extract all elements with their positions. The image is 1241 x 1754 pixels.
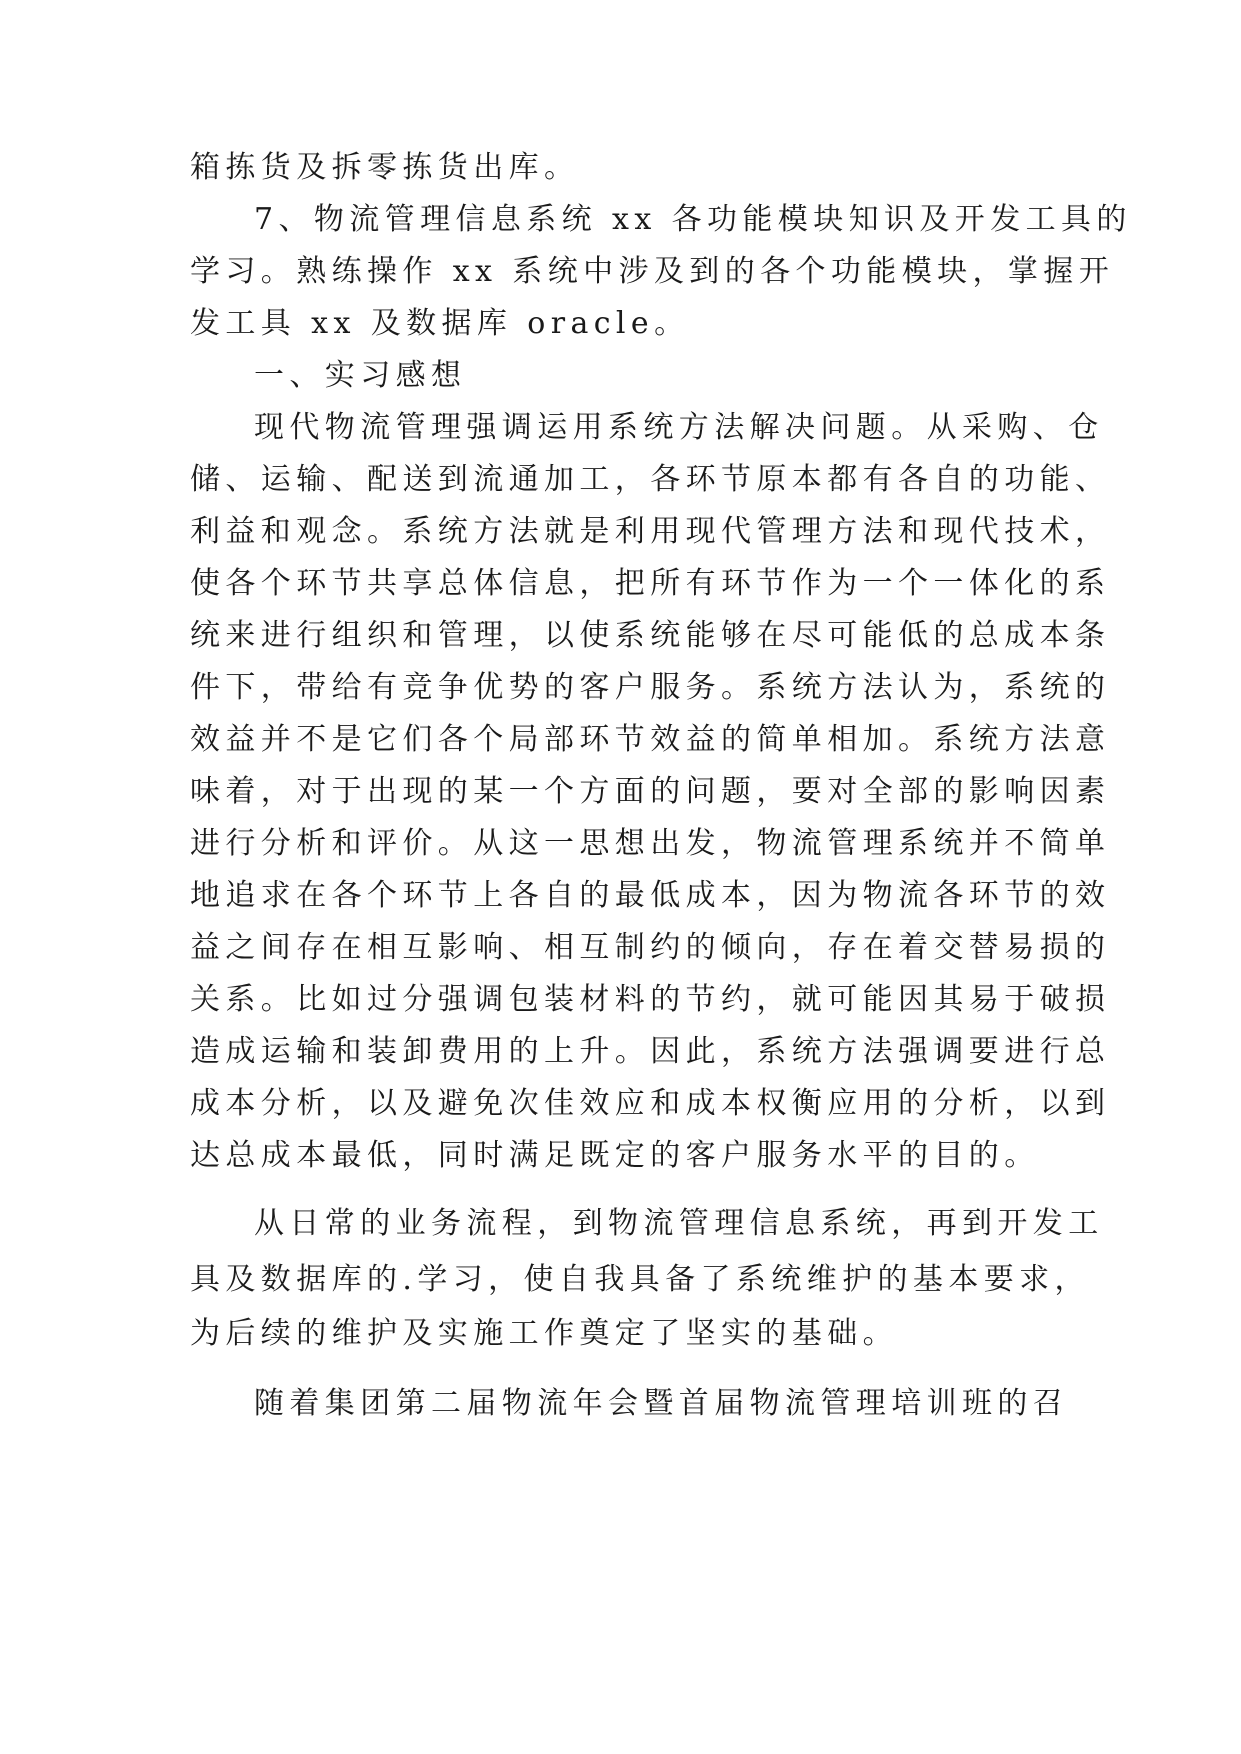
text-line: 达总成本最低，同时满足既定的客户服务水平的目的。 (190, 1138, 1040, 1173)
text-line: 从日常的业务流程，到物流管理信息系统，再到开发工 (254, 1206, 1104, 1241)
text-line: 效益并不是它们各个局部环节效益的简单相加。系统方法意 (190, 722, 1111, 757)
text-line: 箱拣货及拆零拣货出库。 (190, 150, 580, 185)
text-line: 益之间存在相互影响、相互制约的倾向，存在着交替易损的 (190, 930, 1111, 965)
text-line: 现代物流管理强调运用系统方法解决问题。从采购、仓 (254, 410, 1104, 445)
text-line: 成本分析，以及避免次佳效应和成本权衡应用的分析，以到 (190, 1086, 1111, 1121)
text-line: 关系。比如过分强调包装材料的节约，就可能因其易于破损 (190, 982, 1111, 1017)
text-line: 件下，带给有竞争优势的客户服务。系统方法认为，系统的 (190, 670, 1111, 705)
text-line: 使各个环节共享总体信息，把所有环节作为一个一体化的系 (190, 566, 1111, 601)
text-line: 学习。熟练操作 xx 系统中涉及到的各个功能模块，掌握开 (190, 254, 1115, 289)
text-line: 统来进行组织和管理，以使系统能够在尽可能低的总成本条 (190, 618, 1111, 653)
text-line: 地追求在各个环节上各自的最低成本，因为物流各环节的效 (190, 878, 1111, 913)
text-line: 具及数据库的.学习，使自我具备了系统维护的基本要求， (190, 1262, 1090, 1297)
section-heading: 一、实习感想 (254, 358, 467, 393)
text-line: 发工具 xx 及数据库 oracle。 (190, 306, 690, 341)
text-line: 利益和观念。系统方法就是利用现代管理方法和现代技术， (190, 514, 1111, 549)
text-line: 随着集团第二届物流年会暨首届物流管理培训班的召 (254, 1386, 1069, 1421)
text-line: 7、物流管理信息系统 xx 各功能模块知识及开发工具的 (254, 202, 1132, 237)
text-line: 储、运输、配送到流通加工，各环节原本都有各自的功能、 (190, 462, 1111, 497)
text-line: 味着，对于出现的某一个方面的问题，要对全部的影响因素 (190, 774, 1111, 809)
text-line: 造成运输和装卸费用的上升。因此，系统方法强调要进行总 (190, 1034, 1111, 1069)
text-line: 进行分析和评价。从这一思想出发，物流管理系统并不简单 (190, 826, 1111, 861)
text-line: 为后续的维护及实施工作奠定了坚实的基础。 (190, 1316, 898, 1351)
